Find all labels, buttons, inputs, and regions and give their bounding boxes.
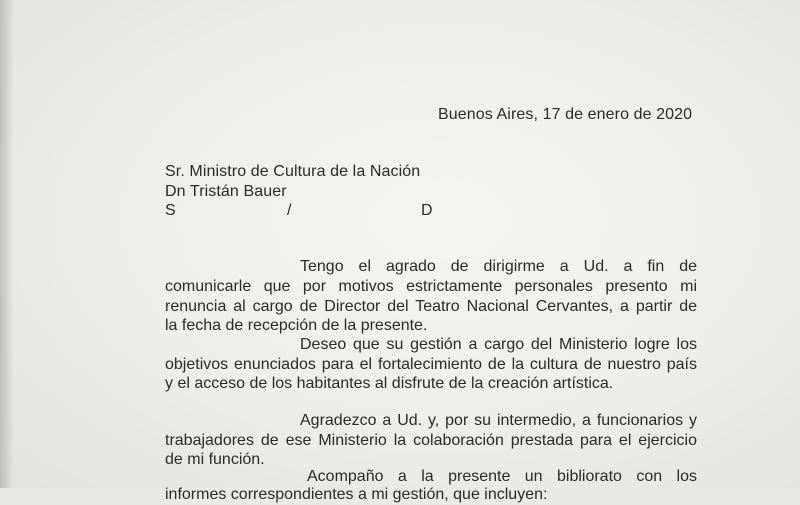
salutation-slash: / — [287, 202, 292, 219]
paragraph-2-line-3: y el acceso de los habitantes al disfrute de la creación artística. — [165, 375, 614, 392]
paragraph-1-line-1: Tengo el agrado de dirigirme a Ud. a fin de — [300, 258, 697, 275]
paragraph-1-line-2: comunicarle que por motivos estrictamente personales presento mi — [165, 278, 697, 295]
salutation-s: S — [165, 202, 176, 219]
paragraph-4-line-1: Acompaño a la presente un bibliorato con los — [307, 468, 697, 485]
recipient-name: Dn Tristán Bauer — [165, 183, 287, 200]
paragraph-3-line-3: de mi función. — [165, 451, 265, 468]
paragraph-4-line-2: informes correspondientes a mi gestión, que incluyen: — [165, 486, 548, 503]
paragraph-3-line-1: Agradezco a Ud. y, por su intermedio, a funcionarios y — [300, 412, 697, 429]
salutation-line — [165, 201, 435, 221]
letter-date: Buenos Aires, 17 de enero de 2020 — [438, 106, 693, 123]
paragraph-2-line-1: Deseo que su gestión a cargo del Ministerio logre los — [300, 336, 697, 353]
recipient-title: Sr. Ministro de Cultura de la Nación — [165, 163, 421, 180]
paragraph-3-line-2: trabajadores de ese Ministerio la colaboración prestada para el ejercicio — [165, 432, 697, 449]
page-edge-shadow — [0, 0, 14, 488]
paragraph-1-line-3: renuncia al cargo de Director del Teatro Nacional Cervantes, a partir de — [165, 298, 697, 315]
paragraph-1-line-4: la fecha de recepción de la presente. — [165, 317, 428, 334]
paragraph-2-line-2: objetivos enunciados para el fortalecimiento de la cultura de nuestro país — [165, 356, 697, 373]
salutation-d: D — [421, 202, 433, 219]
